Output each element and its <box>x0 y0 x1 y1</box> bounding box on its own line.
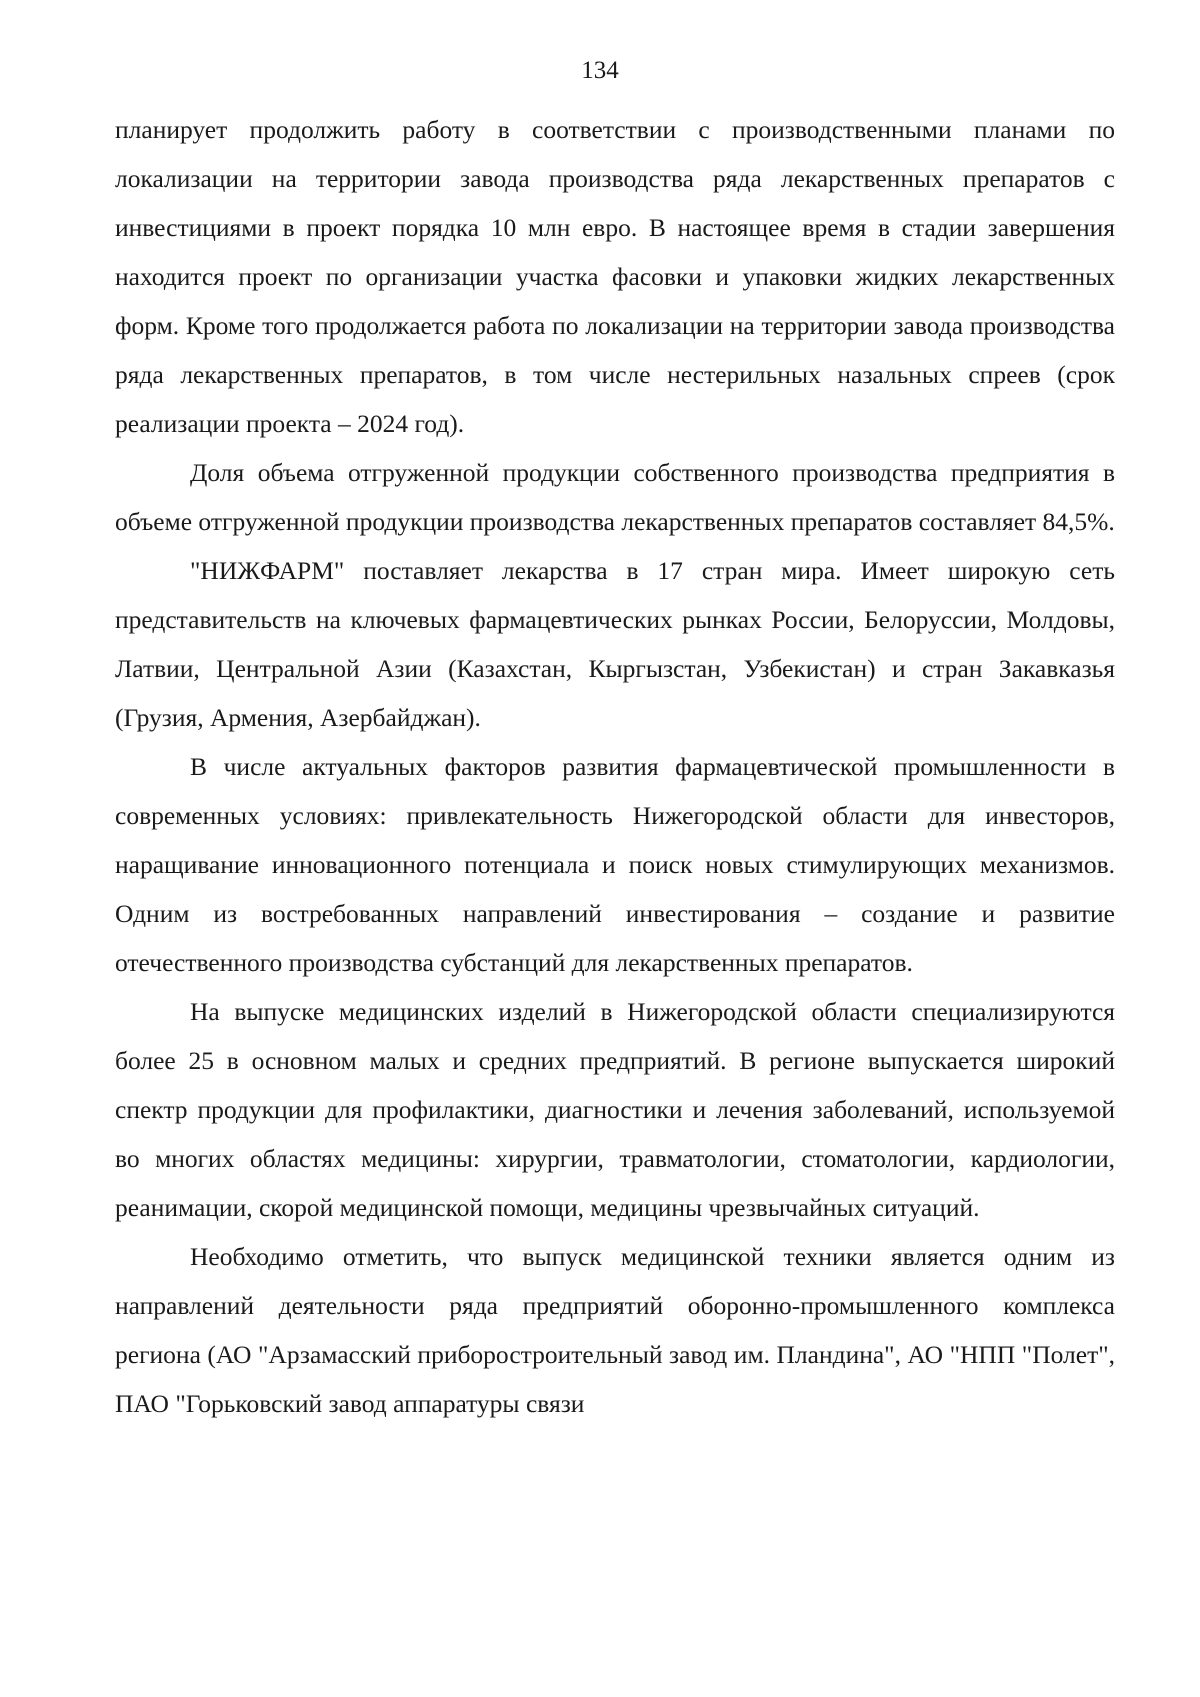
page-number: 134 <box>581 57 619 84</box>
paragraph-medical-devices: На выпуске медицинских изделий в Нижегородской области специализируются более 25 в основном малых и средних предприятий. В регионе выпускается широкий спектр продукции для профилактики, диагностики и лечения заболеваний, используемой во многих областях медицины: хирургии, травматологии, стоматологии, кардиологии, реанимации, скорой медицинской помощи, медицины чрезвычайных ситуаций. <box>115 997 1115 1222</box>
document-body <box>115 105 1115 1428</box>
paragraph-defense-industry: Необходимо отметить, что выпуск медицинской техники является одним из направлений деятельности ряда предприятий оборонно-промышленного комплекса региона (АО "Арзамасский приборостроительный завод им. Пландина", АО "НПП "Полет", ПАО "Горьковский завод аппаратуры связи <box>115 1242 1115 1418</box>
paragraph-nizhpharm-exports: "НИЖФАРМ" поставляет лекарства в 17 стран мира. Имеет широкую сеть представительств на ключевых фармацевтических рынках России, Белоруссии, Молдовы, Латвии, Центральной Азии (Казахстан, Кыргызстан, Узбекистан) и стран Закавказья (Грузия, Армения, Азербайджан). <box>115 556 1115 732</box>
paragraph-share-of-output: Доля объема отгруженной продукции собственного производства предприятия в объеме отгруженной продукции производства лекарственных препаратов составляет 84,5%. <box>115 458 1115 536</box>
paragraph-development-factors: В числе актуальных факторов развития фармацевтической промышленности в современных условиях: привлекательность Нижегородской области для инвесторов, наращивание инновационного потенциала и поиск новых стимулирующих механизмов. Одним из востребованных направлений инвестирования – создание и развитие отечественного производства субстанций для лекарственных препаратов. <box>115 752 1115 977</box>
paragraph-continuation: планирует продолжить работу в соответствии с производственными планами по локализации на территории завода производства ряда лекарственных препаратов с инвестициями в проект порядка 10 млн евро. В настоящее время в стадии завершения находится проект по организации участка фасовки и упаковки жидких лекарственных форм. Кроме того продолжается работа по локализации на территории завода производства ряда лекарственных препаратов, в том числе нестерильных назальных спреев (срок реализации проекта – 2024 год). <box>115 115 1115 438</box>
